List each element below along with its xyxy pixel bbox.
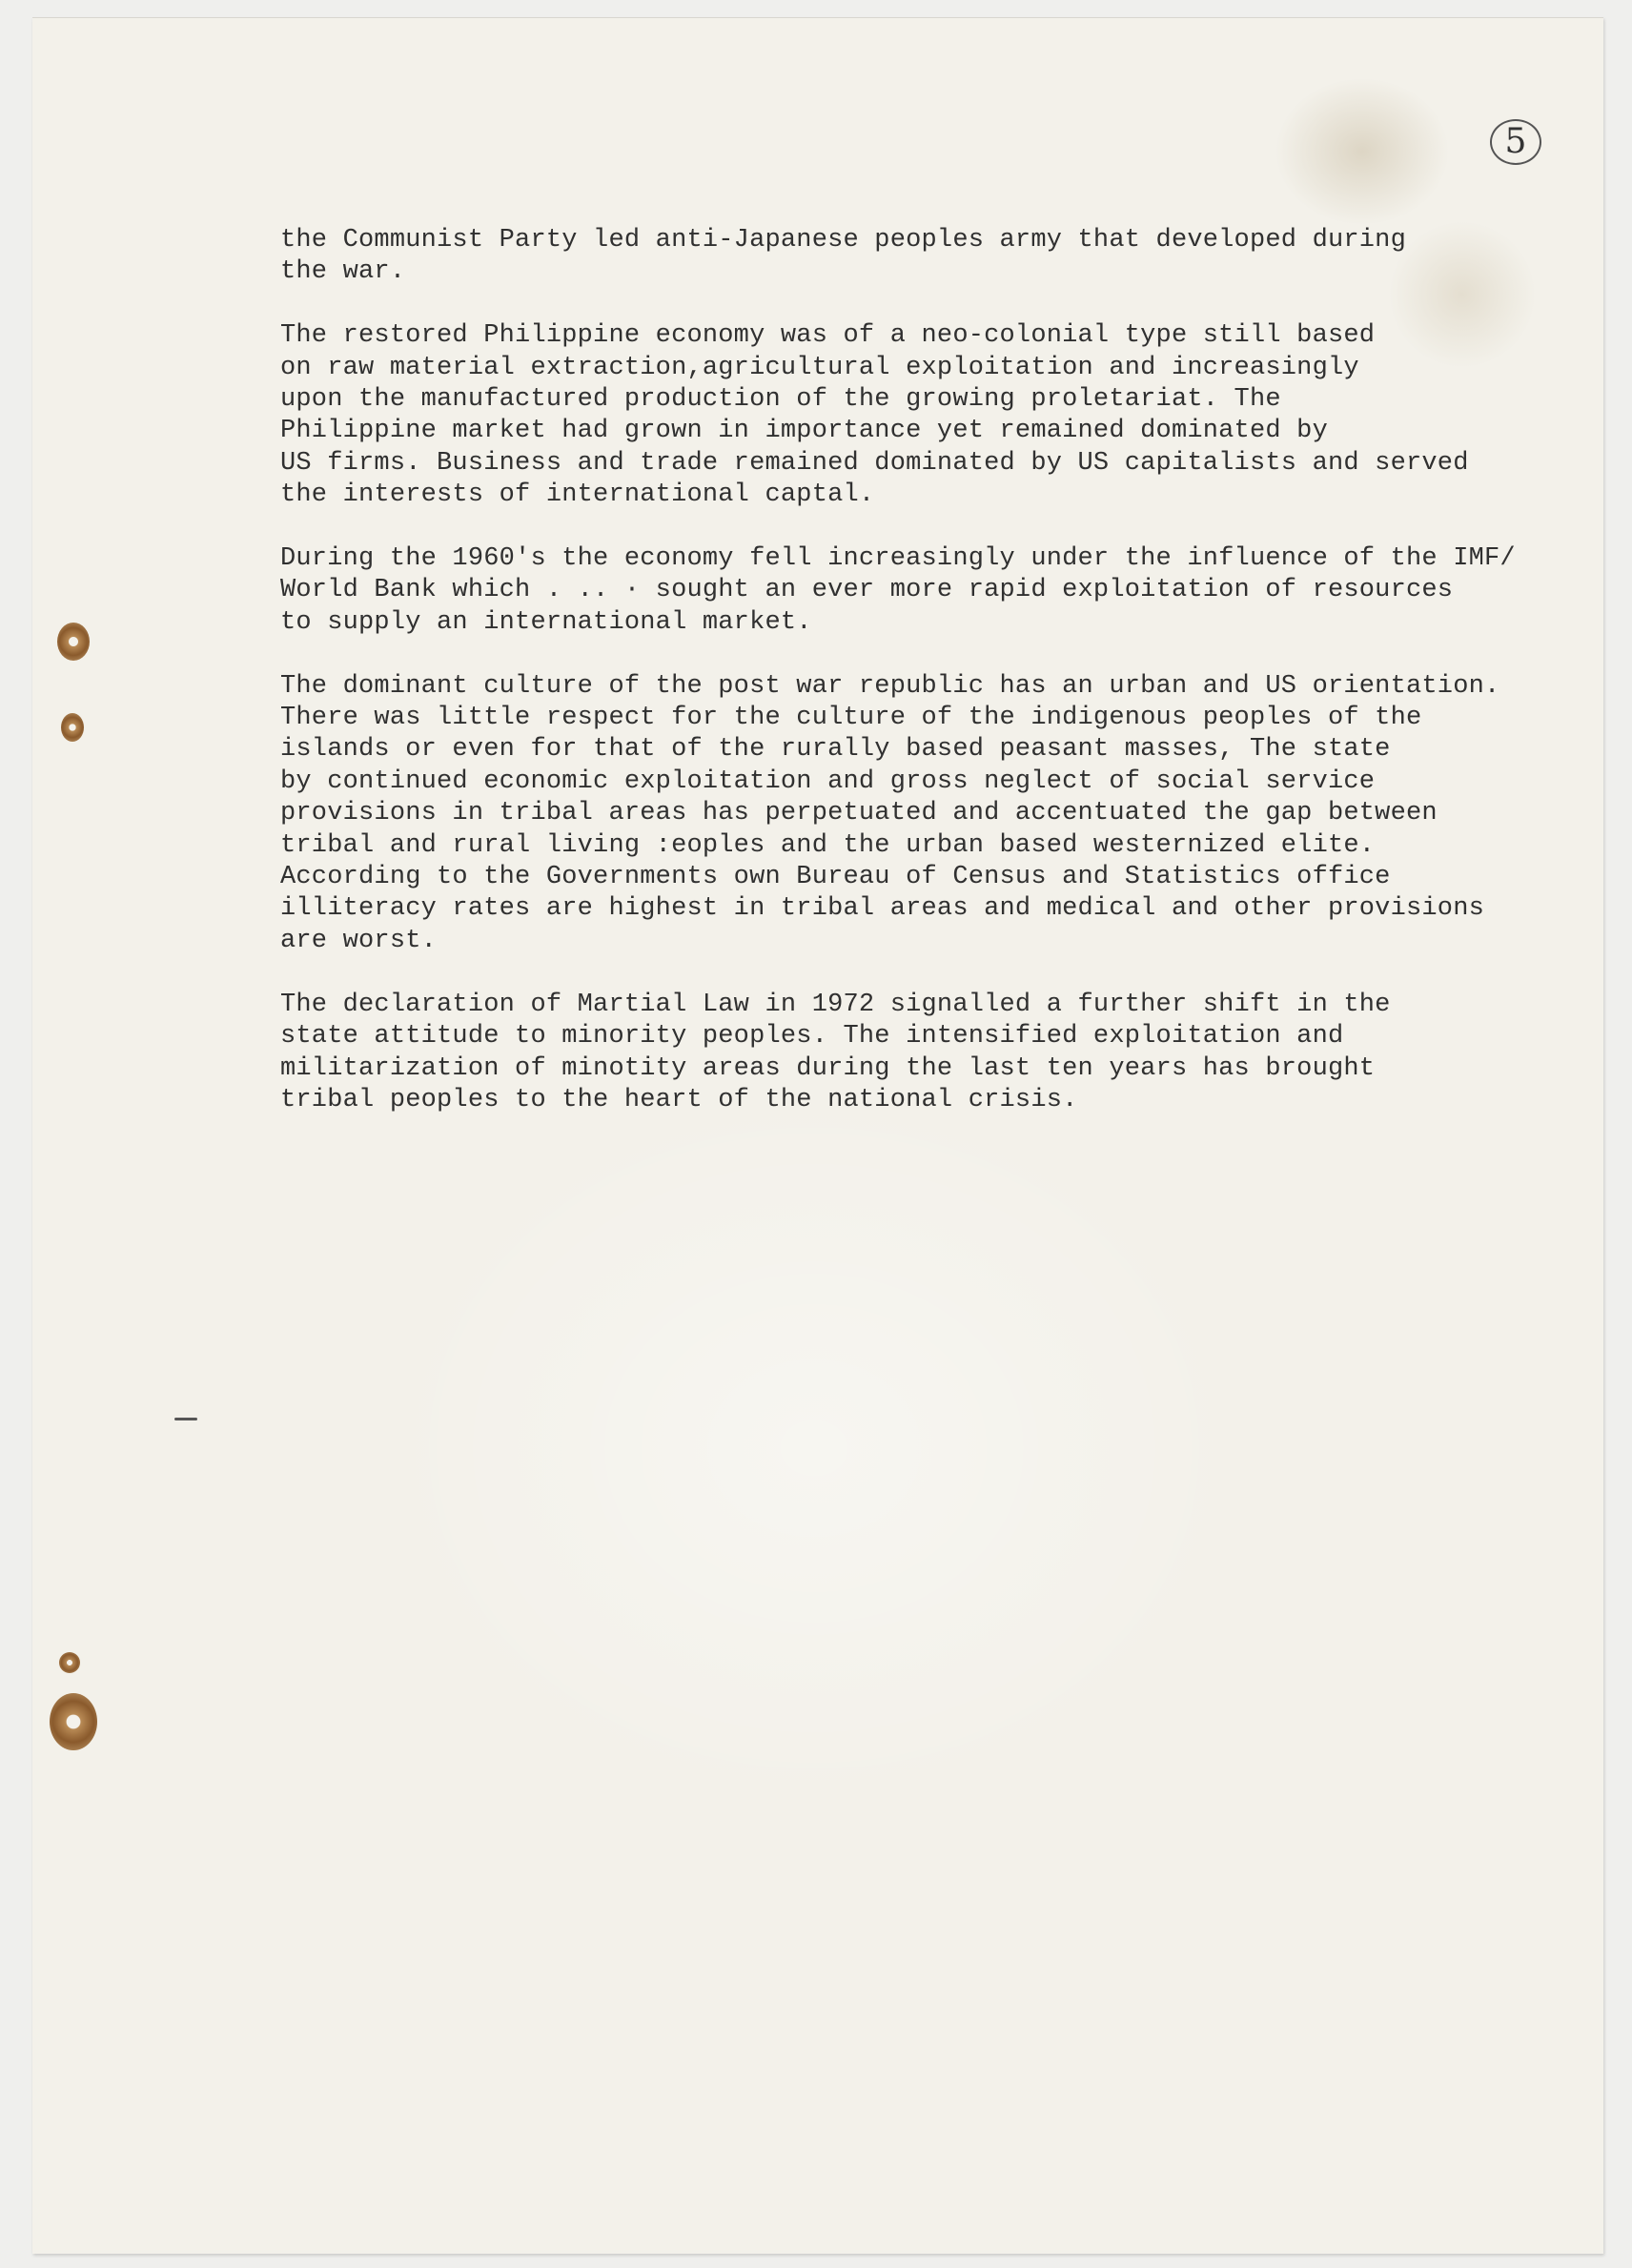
punch-hole-bottom-1: [59, 1652, 80, 1673]
punch-hole-top-1: [57, 623, 90, 661]
text-line: The dominant culture of the post war republic has an urban and US orientation.: [280, 671, 1500, 701]
text-line: Philippine market had grown in importance yet remained dominated by: [280, 417, 1328, 446]
punch-hole-bottom-2: [50, 1693, 97, 1750]
text-line: The restored Philippine economy was of a neo-colonial type still based: [280, 321, 1376, 351]
text-line: islands or even for that of the rurally based peasant masses, The state: [280, 735, 1391, 765]
text-line: by continued economic exploitation and gross neglect of social service: [280, 766, 1376, 796]
page-number-circle: [1490, 119, 1541, 165]
text-line: upon the manufactured production of the growing proletariat. The: [280, 385, 1281, 415]
paragraph-5: [280, 990, 1539, 1117]
text-line: US firms. Business and trade remained dominated by US capitalists and served: [280, 448, 1469, 478]
text-line: the Communist Party led anti-Japanese peoples army that developed during: [280, 226, 1406, 255]
text-line: are worst.: [280, 926, 438, 955]
punch-hole-top-2: [61, 713, 84, 742]
text-line: tribal and rural living :eoples and the urban based westernized elite.: [280, 830, 1376, 860]
page-number: 5: [1504, 122, 1527, 161]
typed-body-text: [280, 225, 1539, 1149]
text-line: provisions in tribal areas has perpetuated and accentuated the gap between: [280, 799, 1438, 828]
text-line: The declaration of Martial Law in 1972 signalled a further shift in the: [280, 990, 1391, 1019]
text-line: to supply an international market.: [280, 607, 812, 637]
text-line: There was little respect for the culture of the indigenous peoples of the: [280, 704, 1422, 733]
paragraph-1: [280, 225, 1539, 289]
text-line: illiteracy rates are highest in tribal areas and medical and other provisions: [280, 894, 1485, 924]
text-line: During the 1960's the economy fell increasingly under the influence of the IMF/: [280, 544, 1516, 574]
text-line: World Bank which . .. · sought an ever more rapid exploitation of resources: [280, 576, 1454, 605]
paragraph-3: [280, 543, 1539, 639]
text-line: tribal peoples to the heart of the national crisis.: [280, 1085, 1078, 1114]
text-line: the war.: [280, 257, 406, 287]
text-line: state attitude to minority peoples. The intensified exploitation and: [280, 1022, 1344, 1052]
stray-ink-mark: [174, 1418, 197, 1420]
text-line: on raw material extraction,agricultural exploitation and increasingly: [280, 353, 1359, 382]
text-line: According to the Governments own Bureau of Census and Statistics office: [280, 863, 1391, 892]
paragraph-4: [280, 671, 1539, 958]
text-line: the interests of international captal.: [280, 480, 875, 510]
paragraph-2: [280, 320, 1539, 511]
text-line: militarization of minotity areas during the last ten years has brought: [280, 1053, 1376, 1083]
